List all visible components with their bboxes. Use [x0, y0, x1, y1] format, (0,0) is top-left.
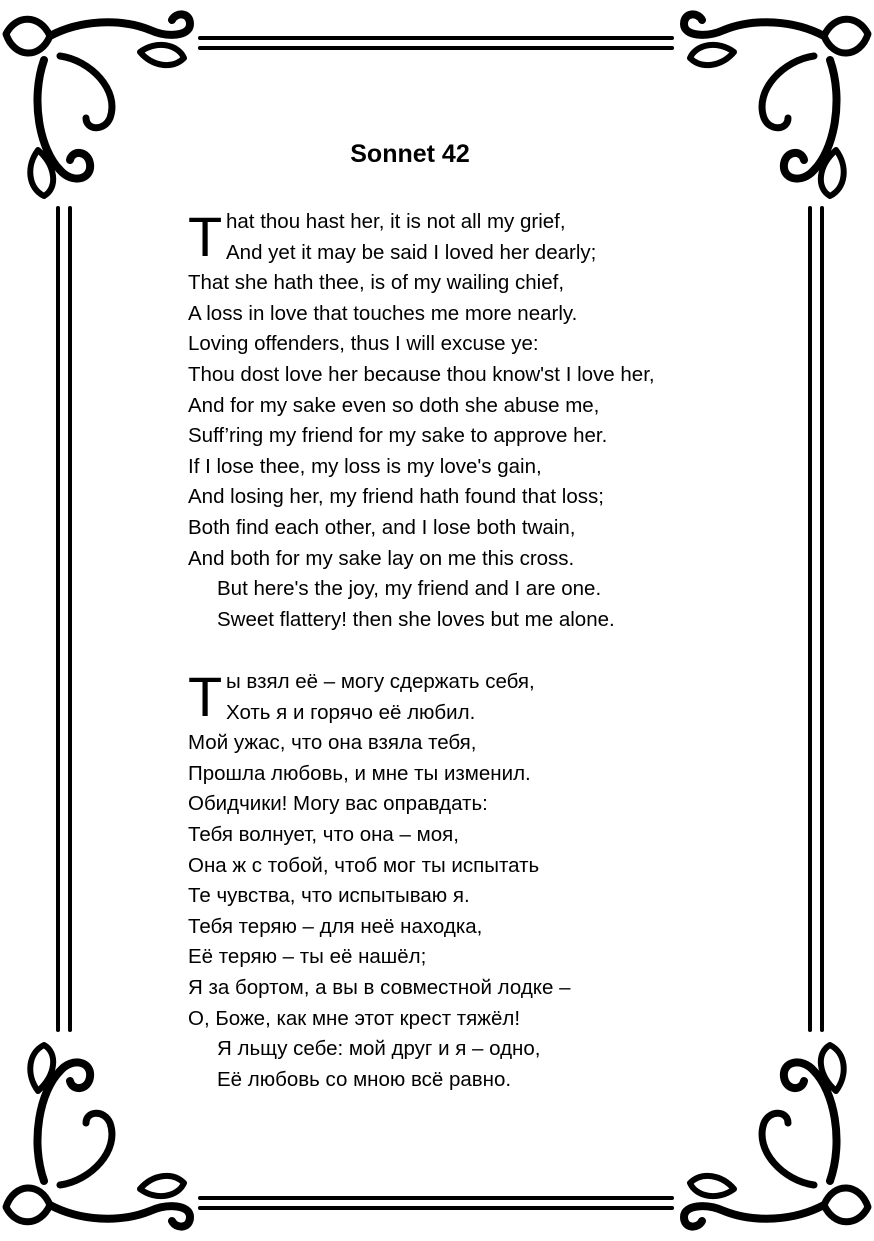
poem-title: Sonnet 42 [350, 140, 470, 168]
left-border-rule [58, 208, 70, 1030]
poem-line: Both find each other, and I lose both twain, [188, 515, 576, 539]
poem-line: If I lose thee, my loss is my love's gain, [188, 454, 542, 478]
poem-line: And for my sake even so doth she abuse me, [188, 393, 600, 417]
first-line-text: hat thou hast her, it is not all my grief, [226, 210, 566, 233]
poem-line: Те чувства, что испытываю я. [188, 884, 470, 908]
poem-line: Тебя теряю – для неё находка, [188, 914, 483, 938]
poem-line: A loss in love that touches me more nearly. [188, 301, 578, 325]
couplet-line: Её любовь со мною всё равно. [217, 1067, 512, 1091]
couplet-line: Sweet flattery! then she loves but me alone. [217, 607, 615, 631]
couplet-line: But here's the joy, my friend and I are one. [217, 577, 602, 601]
poem-line: Прошла любовь, и мне ты изменил. [188, 761, 531, 785]
poem-line: Suff’ring my friend for my sake to approve her. [188, 424, 608, 448]
english-sonnet [188, 207, 808, 635]
poem-line: Loving offenders, thus I will excuse ye: [188, 332, 539, 356]
poem-line: And losing her, my friend hath found that loss; [188, 485, 604, 509]
poem-line: Мой ужас, что она взяла тебя, [188, 731, 477, 755]
poem-line: Я за бортом, а вы в совместной лодке – [188, 975, 571, 999]
corner-ornament-bottom-left [6, 1045, 190, 1227]
poem-line: Хоть я и горячо её любил. [226, 700, 476, 724]
poem-line: That she hath thee, is of my wailing chief, [188, 271, 565, 295]
poem-line: О, Боже, как мне этот крест тяжёл! [188, 1006, 521, 1030]
bottom-border-rule [200, 1198, 672, 1208]
right-border-rule [810, 208, 822, 1030]
drop-cap: T [188, 205, 223, 268]
poem-line: And both for my sake lay on me this cross. [188, 546, 575, 570]
poem-line: Она ж с тобой, чтоб мог ты испытать [188, 853, 540, 877]
first-line-text: ы взял её – могу сдержать себя, [226, 670, 535, 693]
poem-line: Тебя волнует, что она – моя, [188, 822, 459, 846]
poem-line: And yet it may be said I loved her dearly; [226, 240, 597, 264]
drop-cap: Т [188, 665, 223, 728]
russian-translation [188, 667, 808, 1095]
couplet-line: Я льщу себе: мой друг и я – одно, [217, 1037, 541, 1061]
top-border-rule [200, 38, 672, 48]
poem-line: Thou dost love her because thou know'st I love her, [188, 362, 655, 386]
poem-line: Обидчики! Могу вас оправдать: [188, 792, 488, 816]
poem-line: Её теряю – ты её нашёл; [188, 945, 427, 969]
